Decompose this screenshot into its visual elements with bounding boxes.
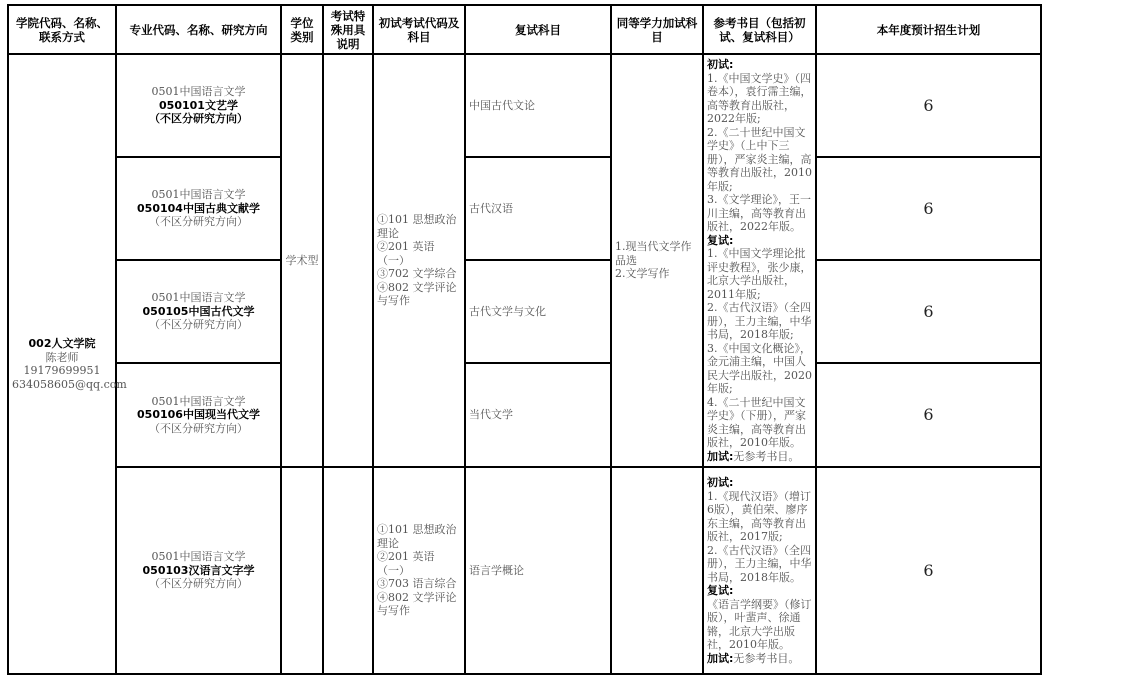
header-equivalent: 同等学力加试科目	[611, 5, 703, 54]
header-degree-type: 学位类别	[281, 5, 323, 54]
admission-catalog-table	[7, 4, 1139, 675]
retest-cell: 中国古代文论	[465, 54, 611, 157]
major-cell: 0501中国语言文学 050105中国古代文学 （不区分研究方向）	[116, 260, 281, 363]
ref-initial-label: 初试:	[707, 58, 734, 71]
retest-cell: 古代文学与文化	[465, 260, 611, 363]
degree-type-cell	[281, 467, 323, 674]
major-cell: 0501中国语言文学 050103汉语言文字学 （不区分研究方向）	[116, 467, 281, 674]
references-cell: 初试: 1.《中国文学史》（四卷本），袁行霈主编，高等教育出版社，2022年版; 2.《二十世纪中国文学史》（上中下三册），严家炎主编，高等教育出版社，2010年版; 3.《文学理论》，王一川主编，高等教育出版社，2022年版。 复试: 1.《中国文学理论批评史教程》，张少康，北京大学出版社，2011年版; 2.《古代汉语》（全四册），王力主编，中华书局，2018年版; 3.《中国文化概论》，金元浦主编，中国人民大学出版社，2020年版; 4.《二十世纪中国文学史》（下册），严家炎主编，高等教育出版社，2010年版。 加试:无参考书目。	[703, 54, 816, 467]
plan-cell: 6	[816, 157, 1041, 260]
major-direction: （不区分研究方向）	[149, 112, 248, 126]
special-tools-cell	[323, 54, 373, 467]
college-phone: 19179699951	[23, 364, 101, 377]
table-row	[8, 363, 1139, 467]
major-cell: 0501中国语言文学 050106中国现当代文学 （不区分研究方向）	[116, 363, 281, 467]
college-name: 002人文学院	[28, 337, 96, 350]
plan-cell: 6	[816, 260, 1041, 363]
plan-cell: 6	[816, 467, 1041, 674]
college-contact: 陈老师	[45, 350, 79, 364]
table-row	[8, 467, 1139, 674]
major-cell	[116, 54, 281, 157]
header-references: 参考书目（包括初试、复试科目）	[703, 5, 816, 54]
plan-cell: 6	[816, 54, 1041, 157]
plan-cell: 6	[816, 363, 1041, 467]
references-cell: 初试: 1.《现代汉语》（增订6版），黄伯荣、廖序东主编，高等教育出版社，2017版; 2.《古代汉语》（全四册），王力主编，中华书局，2018年版。 复试: 《语言学纲要》（修订版），叶蜚声、徐通锵，北京大学出版社，2010年版。 加试:无参考书目。	[703, 467, 816, 674]
ref-extra-label: 加试:	[707, 449, 734, 463]
special-tools-cell	[323, 467, 373, 674]
degree-type-cell: 学术型	[281, 54, 323, 467]
header-initial-exam: 初试考试代码及科目	[373, 5, 465, 54]
table-row	[8, 54, 1139, 157]
table-row	[8, 260, 1139, 363]
ref-retest-label: 复试:	[707, 233, 734, 247]
major-name: 050101文艺学	[159, 98, 238, 112]
equivalent-cell	[611, 467, 703, 674]
initial-exam-cell: ①101 思想政治理论 ②201 英语（一） ③703 语言综合 ④802 文学评论与写作	[373, 467, 465, 674]
retest-cell: 古代汉语	[465, 157, 611, 260]
college-email: 634058605@qq.com	[12, 377, 127, 391]
retest-cell: 语言学概论	[465, 467, 611, 674]
college-cell	[8, 54, 127, 674]
header-college: 学院代码、名称、联系方式	[8, 5, 116, 54]
retest-cell: 当代文学	[465, 363, 611, 467]
header-plan: 本年度预计招生计划	[816, 5, 1041, 54]
header-major: 专业代码、名称、研究方向	[116, 5, 281, 54]
header-special-tools: 考试特殊用具说明	[323, 5, 373, 54]
initial-exam-cell: ①101 思想政治理论 ②201 英语（一） ③702 文学综合 ④802 文学评论与写作	[373, 54, 465, 467]
header-retest: 复试科目	[465, 5, 611, 54]
equivalent-cell: 1.现当代文学作品选 2.文学写作	[611, 54, 703, 467]
major-cell: 0501中国语言文学 050104中国古典文献学 （不区分研究方向）	[116, 157, 281, 260]
table-row	[8, 157, 1139, 260]
major-discipline: 0501中国语言文学	[151, 85, 246, 99]
header-row	[8, 5, 1139, 54]
